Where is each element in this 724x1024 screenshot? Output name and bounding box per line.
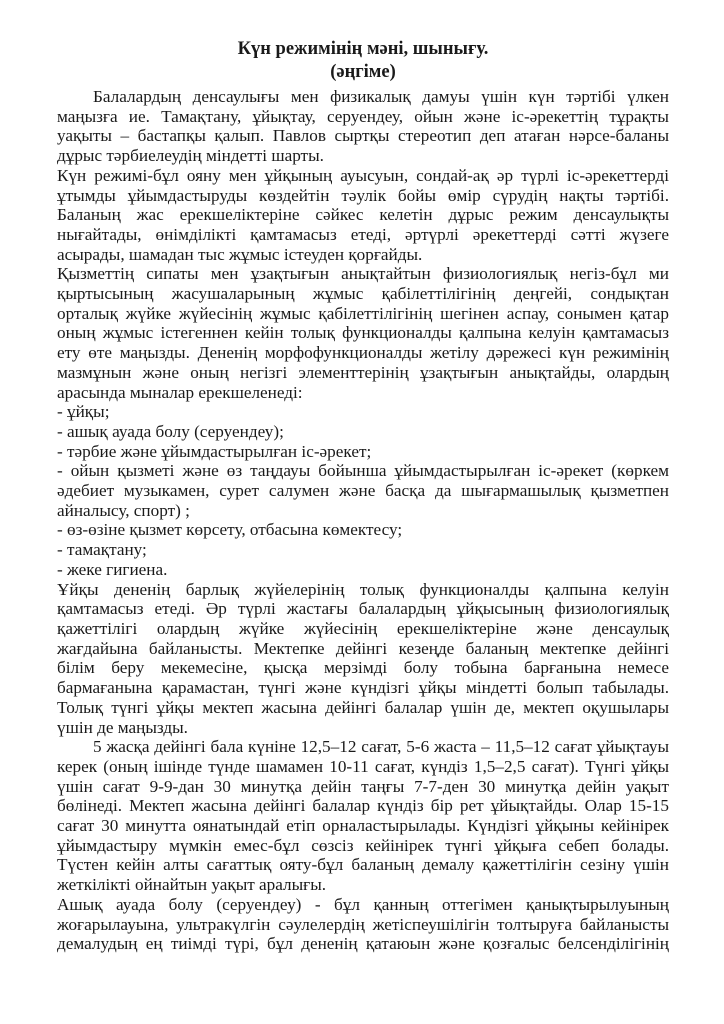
list-item — [57, 461, 669, 520]
text-line: үшін де маңызды. — [57, 717, 188, 737]
list-item — [57, 442, 669, 462]
paragraph — [57, 580, 669, 738]
paragraph — [57, 895, 669, 954]
text-line: ұтымды ұйымдастыруды көздейтін тәулік бойы өмір сүрудің нақты тәртібі. — [57, 185, 669, 205]
list-item — [57, 520, 669, 540]
text-line: жағдайына байланысты. Мектепке дейінгі кезеңде баланың мектепке дейінгі — [57, 638, 669, 658]
text-line: - ойын қызметі және өз таңдауы бойынша ұйымдастырылған іс-әрекет (көркем — [57, 461, 669, 481]
text-line: әдебиет музыкамен, сурет салумен және басқа да шығармашылық қызметпен — [57, 481, 669, 501]
text-line: орталық жүйке жүйесінің жұмыс қабілеттілігінің шегінен аспау, сонымен қатар — [57, 303, 669, 323]
text-line: Қызметтің сипаты мен ұзақтығын анықтайтын физиологиялық негіз-бұл ми — [57, 264, 669, 284]
text-line: - тәрбие және ұйымдастырылған іс-әрекет; — [57, 441, 372, 461]
text-line: жоғарылауына, ультракүлгін сәулелердің жетіспеушілігін толтыруға байланысты — [57, 914, 669, 934]
document-content — [57, 38, 669, 954]
document-subtitle: (әңгіме) — [330, 62, 396, 82]
text-line: ұйымдастыру мүмкін емес-бұл сөзсіз кейінірек түнгі ұйқыға себеп болады. — [57, 835, 669, 855]
text-line: демалудың ең тиімді түрі, бұл дененің қатаюын және қозғалыс белсенділігінің — [57, 934, 669, 954]
text-line: Ұйқы дененің барлық жүйелерінің толық функционалды қалпына келуін — [57, 579, 669, 599]
text-line: оның жұмыс істегеннен кейін толық функционалды қалпына келуін қамтамасыз — [57, 323, 669, 343]
list-item — [57, 422, 669, 442]
text-line: Толық түнгі ұйқы мектеп жасына дейінгі балалар үшін де, мектеп оқушылары — [57, 697, 669, 717]
text-line: Түстен кейін алты сағаттық ояту-бұл баланың демалу қажеттілігін сезіну үшін — [57, 855, 669, 875]
text-line: - ашық ауада болу (серуендеу); — [57, 421, 284, 441]
text-line: асырады, шамадан тыс жұмыс істеуден қорғайды. — [57, 244, 423, 264]
text-line: Балалардың денсаулығы мен физикалық дамуы үшін күн тәртібі үлкен — [93, 87, 669, 106]
paragraph — [57, 166, 669, 265]
text-line: Баланың жас ерекшеліктеріне сәйкес келетін дұрыс режим денсаулықты — [57, 205, 669, 225]
paragraph — [57, 737, 669, 895]
text-line: жеткілікті ойнайтын уақыт аралығы. — [57, 875, 327, 895]
text-line: - өз-өзіне қызмет көрсету, отбасына көмектесу; — [57, 520, 403, 540]
text-line: арасында мыналар ерекшеленеді: — [57, 382, 303, 402]
text-line: айналысу, спорт) ; — [57, 500, 190, 520]
text-line: бармағанына қарамастан, түнгі және күндізгі ұйқы міндетті болып табылады. — [57, 678, 669, 698]
text-line: керек (оның ішінде түнде шамамен 10-11 сағат, күндіз 1,5–2,5 сағат). Түнгі ұйқы — [57, 756, 669, 776]
text-line: үшін сағат 9-9-дан 30 минутқа дейін таңғы 7-7-ден 30 минутқа дейін уақыт — [57, 776, 669, 796]
text-line: - жеке гигиена. — [57, 559, 168, 579]
text-line: бөлінеді. Мектеп жасына дейінгі балалар күндіз бір рет ұйықтайды. Олар 15-15 — [57, 796, 669, 816]
text-line: қажеттілігі олардың жүйке жүйесінің ерекшеліктеріне және денсаулық — [57, 618, 669, 638]
text-line: - тамақтану; — [57, 540, 147, 560]
text-line: - ұйқы; — [57, 402, 110, 422]
text-line: қыртысының жасушаларының жұмыс қабілеттілігінің деңгейі, сондықтан — [57, 284, 669, 304]
text-line: білім беру мекемесіне, қысқа мерзімді болу тобына барғанына немесе — [57, 658, 669, 678]
text-line: мазмұнын және оның негізгі элементтерінің ұзақтығын анықтайды, олардың — [57, 362, 669, 382]
text-line: уақыты – бастапқы қалып. Павлов сыртқы стереотип деп атаған нәрсе-баланы — [57, 126, 669, 146]
list-item — [57, 540, 669, 560]
text-line: нығайтады, өнімділікті қамтамасыз етеді, әртүрлі әрекеттерді сәтті жүзеге — [57, 224, 669, 244]
text-line: маңызға ие. Тамақтану, ұйықтау, серуендеу, ойын және іс-әрекеттің тұрақты — [57, 106, 669, 126]
text-line: ету өте маңызды. Дененің морфофункционалды жетілу дәрежесі күн режимінің — [57, 343, 669, 363]
paragraph — [57, 87, 669, 166]
paragraph — [57, 264, 669, 402]
text-line: 5 жасқа дейінгі бала күніне 12,5–12 сағат, 5-6 жаста – 11,5–12 сағат ұйықтауы — [93, 737, 669, 757]
text-line: Күн режимі-бұл ояну мен ұйқының ауысуын, сондай-ақ әр түрлі іс-әрекеттерді — [57, 165, 669, 185]
text-line: қамтамасыз етеді. Әр түрлі жастағы балалардың ұйқысының физиологиялық — [57, 599, 669, 619]
document-body — [57, 87, 669, 954]
list-item — [57, 402, 669, 422]
text-line: Ашық ауада болу (серуендеу) - бұл қанның оттегімен қанықтырылуының — [57, 894, 669, 914]
text-line: дұрыс тәрбиелеудің міндетті шарты. — [57, 146, 324, 166]
list-item — [57, 560, 669, 580]
document-title: Күн режимінің мәні, шынығу. — [237, 39, 489, 59]
text-line: сағат 30 минутта оянатындай етіп орналастырылады. Күндізгі ұйқыны кейінірек — [57, 816, 669, 836]
